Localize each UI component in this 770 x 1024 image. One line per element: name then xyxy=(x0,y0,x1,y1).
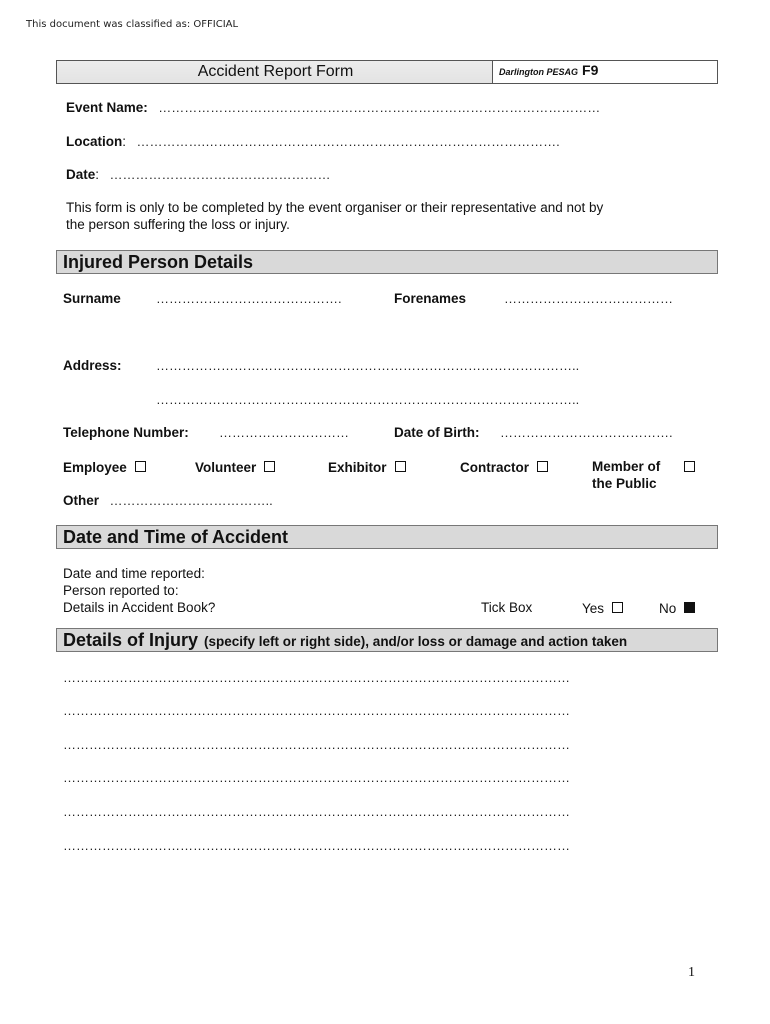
form-title: Accident Report Form xyxy=(57,61,493,83)
category-volunteer xyxy=(195,459,275,477)
injury-details-heading xyxy=(63,630,627,651)
no-label: No xyxy=(659,601,677,616)
yes-checkbox[interactable] xyxy=(612,602,623,613)
notice-line-1: This form is only to be completed by the event organiser or their representative and not by xyxy=(66,200,604,215)
event-name-field[interactable]: ………………………………………………………………………………………… xyxy=(158,100,601,115)
injury-line-6[interactable]: ……………………………………………………………………………………………………… xyxy=(63,838,570,853)
injury-heading-text: Details of Injury xyxy=(63,630,199,650)
tick-box-label: Tick Box xyxy=(481,600,533,615)
page-number: 1 xyxy=(688,965,695,980)
location-field[interactable]: …………….………………………………………………………………………. xyxy=(136,134,560,149)
dob-field[interactable]: …………………………………. xyxy=(500,425,673,440)
member-public-checkbox[interactable] xyxy=(684,461,695,472)
other-field[interactable]: ……………………………….. xyxy=(109,493,273,508)
telephone-label: Telephone Number: xyxy=(63,425,189,440)
injury-subheading: (specify left or right side), and/or loss or damage and action taken xyxy=(204,634,628,649)
form-title-bar xyxy=(56,60,718,84)
event-name-row xyxy=(66,99,600,117)
date-time-reported-label: Date and time reported: xyxy=(63,566,205,581)
employee-label: Employee xyxy=(63,460,127,475)
dob-label: Date of Birth: xyxy=(394,425,480,440)
member-public-label-line-1: Member of xyxy=(592,459,661,474)
injury-line-3[interactable]: ……………………………………………………………………………………………………… xyxy=(63,737,570,752)
other-row xyxy=(63,492,273,510)
form-code: F9 xyxy=(582,62,599,78)
exhibitor-checkbox[interactable] xyxy=(395,461,406,472)
location-row xyxy=(66,133,560,151)
location-label: Location xyxy=(66,134,123,149)
member-public-option xyxy=(676,459,695,477)
forenames-field[interactable]: ………………………………… xyxy=(504,291,673,306)
category-employee xyxy=(63,459,146,477)
injury-details-section xyxy=(56,628,718,652)
address-label: Address: xyxy=(63,358,122,373)
notice-line-2: the person suffering the loss or injury. xyxy=(66,217,290,232)
accident-time-heading: Date and Time of Accident xyxy=(63,527,289,547)
address-field-line-1[interactable]: …………………………………………………………………………………….. xyxy=(156,358,580,373)
exhibitor-label: Exhibitor xyxy=(328,460,387,475)
yes-label: Yes xyxy=(582,601,605,616)
form-org: Darlington PESAG xyxy=(499,67,579,77)
yes-option xyxy=(582,600,623,618)
address-field-line-2[interactable]: …………………………………………………………………………………….. xyxy=(156,392,580,407)
injury-line-4[interactable]: ……………………………………………………………………………………………………… xyxy=(63,770,570,785)
member-public-label-line-2: the Public xyxy=(592,476,657,491)
classification-notice: This document was classified as: OFFICIAL xyxy=(26,19,239,30)
contractor-label: Contractor xyxy=(460,460,530,475)
telephone-field[interactable]: ………………………… xyxy=(219,425,349,440)
person-reported-to-label: Person reported to: xyxy=(63,583,179,598)
employee-checkbox[interactable] xyxy=(135,461,146,472)
injury-line-5[interactable]: ……………………………………………………………………………………………………… xyxy=(63,804,570,819)
category-contractor xyxy=(460,459,548,477)
form-reference xyxy=(493,61,717,83)
volunteer-label: Volunteer xyxy=(195,460,257,475)
accident-book-label: Details in Accident Book? xyxy=(63,600,216,615)
other-label: Other xyxy=(63,493,100,508)
forenames-label: Forenames xyxy=(394,291,467,306)
contractor-checkbox[interactable] xyxy=(537,461,548,472)
injured-person-section xyxy=(56,250,718,274)
date-row xyxy=(66,166,330,184)
surname-field[interactable]: ……………………………………. xyxy=(156,291,342,306)
event-name-label: Event Name: xyxy=(66,100,148,115)
date-field[interactable]: …………………………………………… xyxy=(109,167,331,182)
location-colon: : xyxy=(122,134,127,149)
volunteer-checkbox[interactable] xyxy=(264,461,275,472)
date-label: Date xyxy=(66,167,96,182)
date-colon: : xyxy=(95,167,100,182)
injured-person-heading: Injured Person Details xyxy=(63,252,254,272)
no-option xyxy=(659,600,695,618)
category-exhibitor xyxy=(328,459,406,477)
surname-label: Surname xyxy=(63,291,121,306)
injury-line-1[interactable]: ……………………………………………………………………………………………………… xyxy=(63,670,570,685)
injury-line-2[interactable]: ……………………………………………………………………………………………………… xyxy=(63,703,570,718)
accident-time-section xyxy=(56,525,718,549)
no-checkbox[interactable] xyxy=(684,602,695,613)
